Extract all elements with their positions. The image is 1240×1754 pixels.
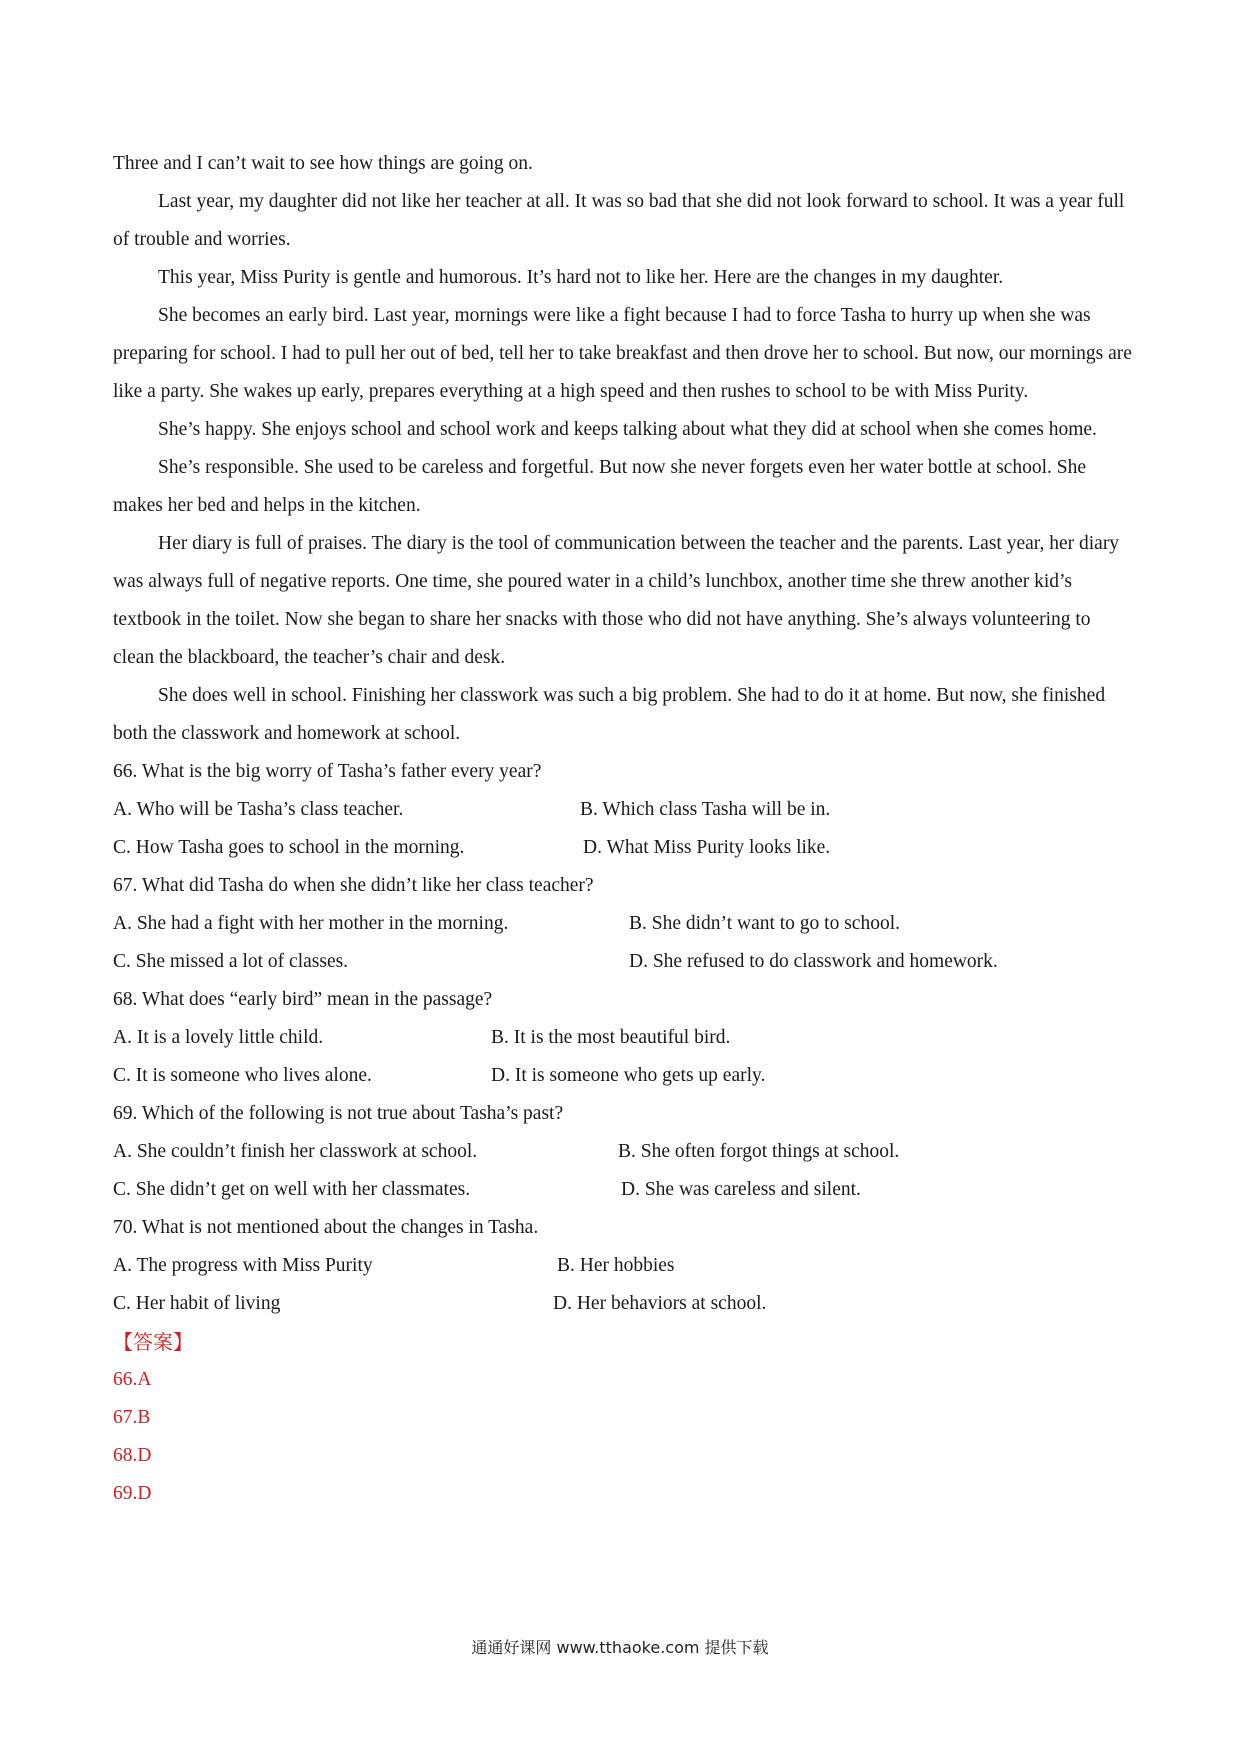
passage-paragraph: Last year, my daughter did not like her teacher at all. It was so bad that she did not look forward to school. It was a year full of trouble and worries. [113, 191, 1125, 250]
option-row [113, 791, 1135, 829]
option-d: D. She refused to do classwork and homework. [629, 951, 998, 972]
passage-paragraph: This year, Miss Purity is gentle and humorous. It’s hard not to like her. Here are the changes in my daughter. [158, 267, 1004, 288]
option-d: D. It is someone who gets up early. [491, 1065, 766, 1086]
option-d: D. Her behaviors at school. [553, 1293, 767, 1314]
option-a: A. The progress with Miss Purity [113, 1255, 373, 1276]
answer-item: 68.D [113, 1445, 152, 1466]
question-block [113, 867, 1135, 981]
option-b: B. Her hobbies [557, 1255, 675, 1276]
page-footer: 通通好课网 www.tthaoke.com 提供下载 [471, 1638, 769, 1657]
option-b: B. Which class Tasha will be in. [580, 799, 831, 820]
question-block [113, 981, 1135, 1095]
option-d: D. What Miss Purity looks like. [583, 837, 831, 858]
option-d: D. She was careless and silent. [621, 1179, 861, 1200]
option-b: B. She often forgot things at school. [618, 1141, 900, 1162]
question-text: 67. What did Tasha do when she didn’t like her class teacher? [113, 875, 594, 896]
question-block [113, 1095, 1135, 1209]
option-c: C. It is someone who lives alone. [113, 1065, 372, 1086]
option-row [113, 1019, 1135, 1057]
option-c: C. How Tasha goes to school in the morning. [113, 837, 465, 858]
answer-section [113, 1323, 1135, 1513]
question-text: 66. What is the big worry of Tasha’s father every year? [113, 761, 542, 782]
passage-paragraph: She does well in school. Finishing her classwork was such a big problem. She had to do it at home. But now, she finished both the classwork and homework at school. [113, 685, 1106, 744]
option-row [113, 1171, 1135, 1209]
option-a: A. Who will be Tasha’s class teacher. [113, 799, 404, 820]
passage-paragraph: She becomes an early bird. Last year, mornings were like a fight because I had to force Tasha to hurry up when she was preparing for school. I had to pull her out of bed, tell her to take breakfast and then drove her to school. But now, our mornings are like a party. She wakes up early, prepares everything at a high speed and then rushes to school to be with Miss Purity. [113, 305, 1132, 402]
question-text: 69. Which of the following is not true about Tasha’s past? [113, 1103, 564, 1124]
question-block [113, 1209, 1135, 1323]
option-row [113, 1133, 1135, 1171]
passage-paragraph: She’s happy. She enjoys school and school work and keeps talking about what they did at school when she comes home. [158, 419, 1097, 440]
answer-item: 67.B [113, 1407, 151, 1428]
question-text: 70. What is not mentioned about the changes in Tasha. [113, 1217, 539, 1238]
answer-heading: 【答案】 [113, 1330, 193, 1354]
passage-line: Three and I can’t wait to see how things are going on. [113, 153, 533, 174]
option-a: A. She couldn’t finish her classwork at school. [113, 1141, 478, 1162]
option-c: C. She missed a lot of classes. [113, 951, 349, 972]
question-text: 68. What does “early bird” mean in the passage? [113, 989, 493, 1010]
option-c: C. Her habit of living [113, 1293, 281, 1314]
option-b: B. She didn’t want to go to school. [629, 913, 901, 934]
option-a: A. It is a lovely little child. [113, 1027, 324, 1048]
passage-paragraph: Her diary is full of praises. The diary is the tool of communication between the teacher and the parents. Last year, her diary was always full of negative reports. One time, she poured water in a child’s lunchbox, another time she threw another kid’s textbook in the toilet. Now she began to share her snacks with those who did not have anything. She’s always volunteering to clean the blackboard, the teacher’s chair and desk. [113, 533, 1120, 668]
option-b: B. It is the most beautiful bird. [491, 1027, 731, 1048]
answer-item: 69.D [113, 1483, 152, 1504]
passage-paragraph: She’s responsible. She used to be careless and forgetful. But now she never forgets even her water bottle at school. She makes her bed and helps in the kitchen. [113, 457, 1087, 516]
question-block [113, 753, 1135, 867]
option-row [113, 1247, 1135, 1285]
option-row [113, 1285, 1135, 1323]
document-body [113, 145, 1135, 1513]
option-row [113, 905, 1135, 943]
option-row [113, 943, 1135, 981]
option-row [113, 1057, 1135, 1095]
option-a: A. She had a fight with her mother in the morning. [113, 913, 509, 934]
option-c: C. She didn’t get on well with her classmates. [113, 1179, 471, 1200]
option-row [113, 829, 1135, 867]
answer-item: 66.A [113, 1369, 152, 1390]
